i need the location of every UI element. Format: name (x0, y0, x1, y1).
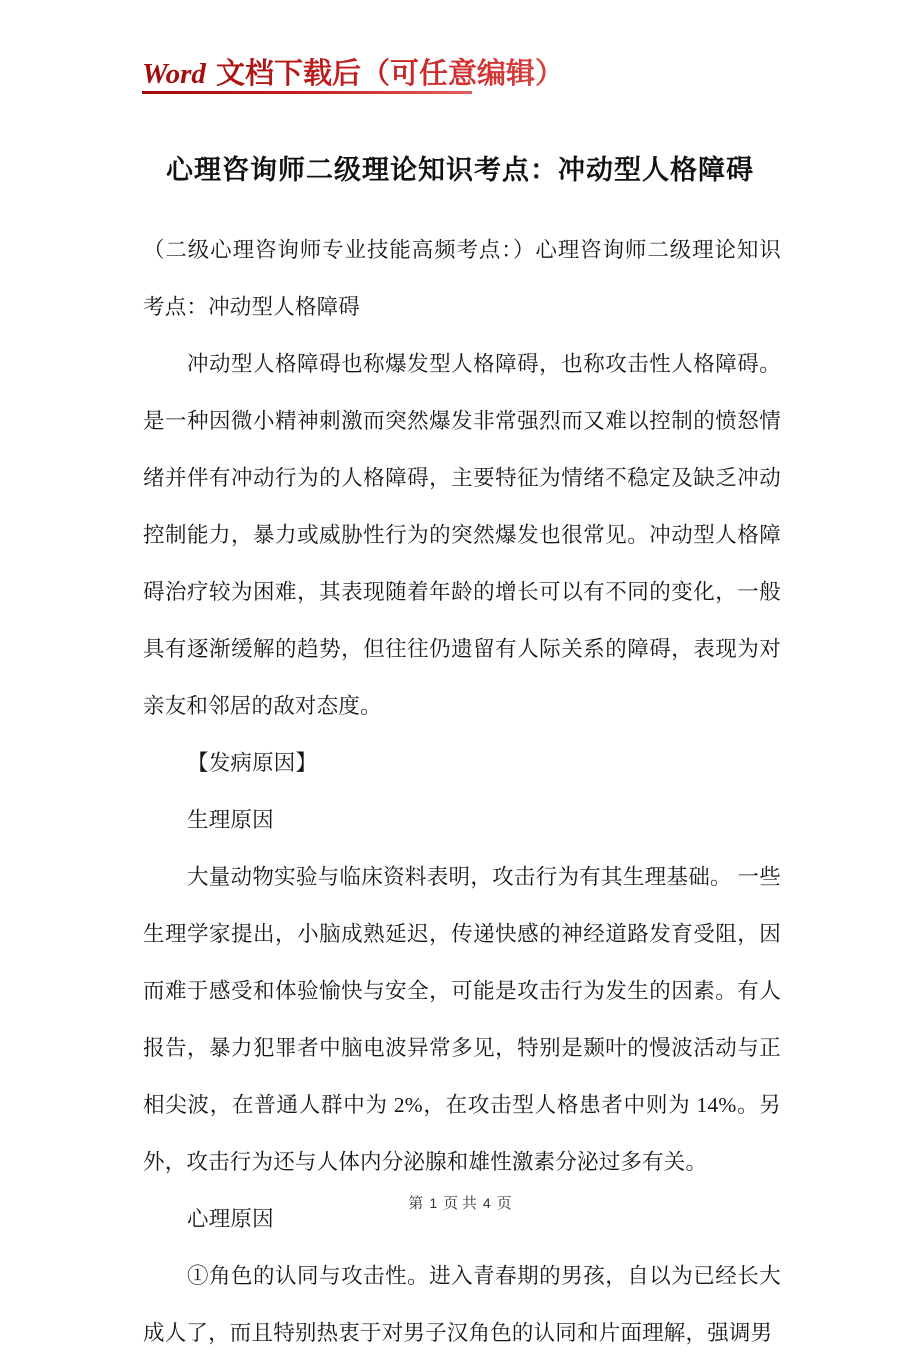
section-heading-causes: 【发病原因】 (187, 751, 318, 775)
footer-prefix: 第 (408, 1196, 424, 1212)
paragraph-physiological: 大量动物实验与临床资料表明，攻击行为有其生理基础。 一些生理学家提出，小脑成熟延迟，传递快感的神经道路发育受阻，因而难于感受和体验愉快与安全，可能是攻击行为发生的因素。有人报告，暴力犯罪者中脑电波异常多见，特别是颞叶的慢波活动与正相尖波，在普通人群中为 2%，在攻击型人格患者中则为 14%。另外，攻击行为还与人体内分泌腺和雄性激素分泌过多有关。 (143, 865, 781, 1174)
page-title: 心理咨询师二级理论知识考点：冲动型人格障碍 (166, 155, 754, 186)
paragraph-intro: （二级心理咨询师专业技能高频考点：）心理咨询师二级理论知识考点：冲动型人格障碍 (143, 238, 781, 319)
watermark-word-label: Word (142, 58, 206, 90)
footer-total-pages: 4 (482, 1195, 491, 1211)
subheading-physiological: 生理原因 (187, 808, 274, 832)
footer-suffix: 页 (496, 1196, 512, 1212)
watermark-text (142, 56, 782, 91)
page-footer (0, 1192, 920, 1213)
footer-middle: 页 共 (443, 1196, 477, 1212)
watermark-underline (142, 91, 472, 94)
paragraph-definition: 冲动型人格障碍也称爆发型人格障碍，也称攻击性人格障碍。是一种因微小精神刺激而突然爆发非常强烈而又难以控制的愤怒情绪并伴有冲动行为的人格障碍，主要特征为情绪不稳定及缺乏冲动控制能力，暴力或威胁性行为的突然爆发也很常见。冲动型人格障碍治疗较为困难，其表现随着年龄的增长可以有不同的变化，一般具有逐渐缓解的趋势，但往往仍遗留有人际关系的障碍，表现为对亲友和邻居的敌对态度。 (143, 352, 781, 718)
footer-page-number: 1 (429, 1195, 438, 1211)
watermark-cn-label: 文档下载后（可任意编辑） (205, 56, 565, 90)
paragraph-psychological: ①角色的认同与攻击性。进入青春期的男孩，自以为已经长大成人了，而且特别热衷于对男子汉角色的认同和片面理解，强调男 (143, 1264, 781, 1345)
document-body (143, 222, 781, 1362)
subheading-psychological: 心理原因 (187, 1207, 274, 1231)
